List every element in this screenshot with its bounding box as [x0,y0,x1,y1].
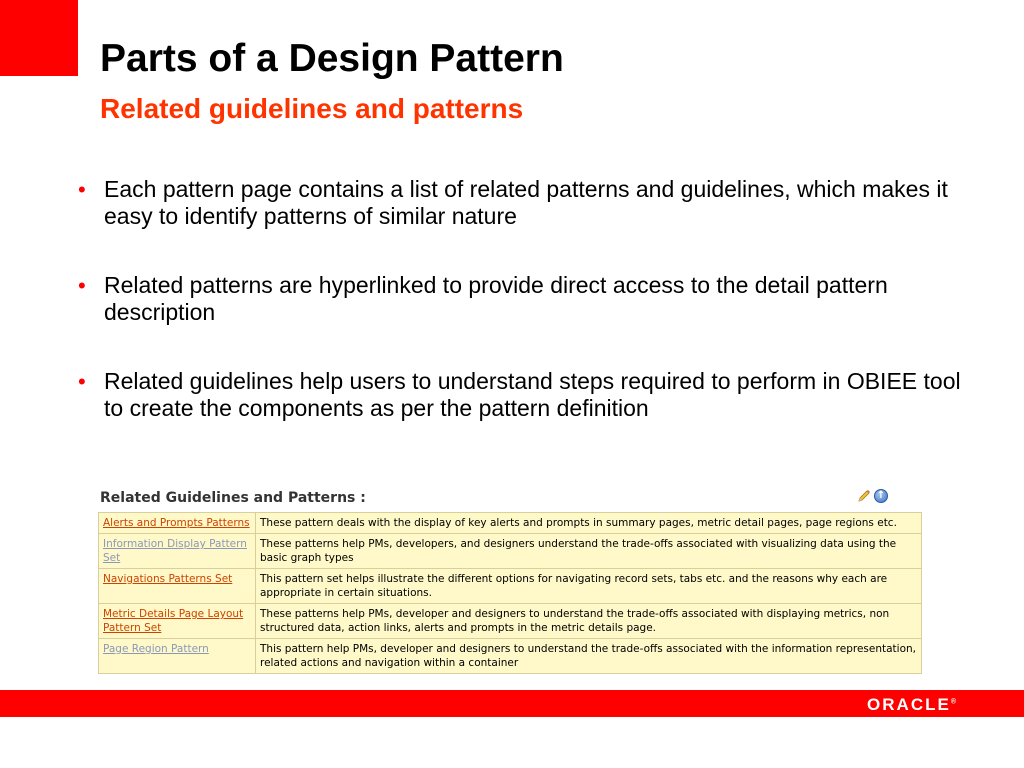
table-row [99,534,922,569]
bullet-item [78,176,978,230]
panel-title: Related Guidelines and Patterns : [100,490,366,506]
slide-subtitle: Related guidelines and patterns [100,93,524,124]
pattern-link-navigations[interactable]: Navigations Patterns Set [103,573,233,585]
panel-toolbar [857,489,888,503]
bullet-item [78,272,978,326]
pattern-link-cell [99,513,256,534]
bullet-list [78,176,978,464]
pattern-link-cell [99,569,256,604]
pattern-link-cell [99,604,256,639]
table-row [99,513,922,534]
bullet-text: Related guidelines help users to understand steps required to perform in OBIEE tool to create the components as per the pattern definition [104,368,961,421]
related-patterns-table [98,512,922,674]
pattern-description: These pattern deals with the display of key alerts and prompts in summary pages, metric detail pages, page regions etc. [256,513,922,534]
panel-header [98,488,922,510]
logo-text: ORACLE [867,695,951,714]
bullet-dot-icon: • [78,273,86,298]
logo-registered-mark: ® [950,698,956,706]
pattern-description: These patterns help PMs, developers, and designers understand the trade-offs associated with visualizing data using the basic graph types [256,534,922,569]
oracle-logo [867,695,956,715]
help-icon[interactable]: ↑ [874,489,888,503]
bullet-item [78,368,978,422]
table-row [99,604,922,639]
corner-accent-block [0,0,78,76]
slide-title: Parts of a Design Pattern [100,37,564,80]
pattern-link-information-display[interactable]: Information Display Pattern Set [103,538,247,564]
pattern-link-cell [99,534,256,569]
bullet-dot-icon: • [78,177,86,202]
bullet-text: Each pattern page contains a list of related patterns and guidelines, which makes it easy to identify patterns of similar nature [104,176,948,229]
footer-bar [0,690,1024,717]
bullet-dot-icon: • [78,369,86,394]
pattern-description: These patterns help PMs, developer and designers to understand the trade-offs associated with displaying metrics, non structured data, action links, alerts and prompts in the metric details page. [256,604,922,639]
related-guidelines-panel [98,488,922,674]
pencil-icon[interactable] [857,489,871,503]
pattern-description: This pattern help PMs, developer and designers to understand the trade-offs associated with the information representation, related actions and navigation within a container [256,639,922,674]
pattern-description: This pattern set helps illustrate the different options for navigating record sets, tabs etc. and the reasons why each are appropriate in certain situations. [256,569,922,604]
bullet-text: Related patterns are hyperlinked to provide direct access to the detail pattern description [104,272,888,325]
pattern-link-metric-details[interactable]: Metric Details Page Layout Pattern Set [103,608,244,634]
table-row [99,569,922,604]
table-row [99,639,922,674]
pattern-link-alerts-prompts[interactable]: Alerts and Prompts Patterns [103,517,250,529]
pattern-link-page-region[interactable]: Page Region Pattern [103,643,209,655]
pattern-link-cell [99,639,256,674]
